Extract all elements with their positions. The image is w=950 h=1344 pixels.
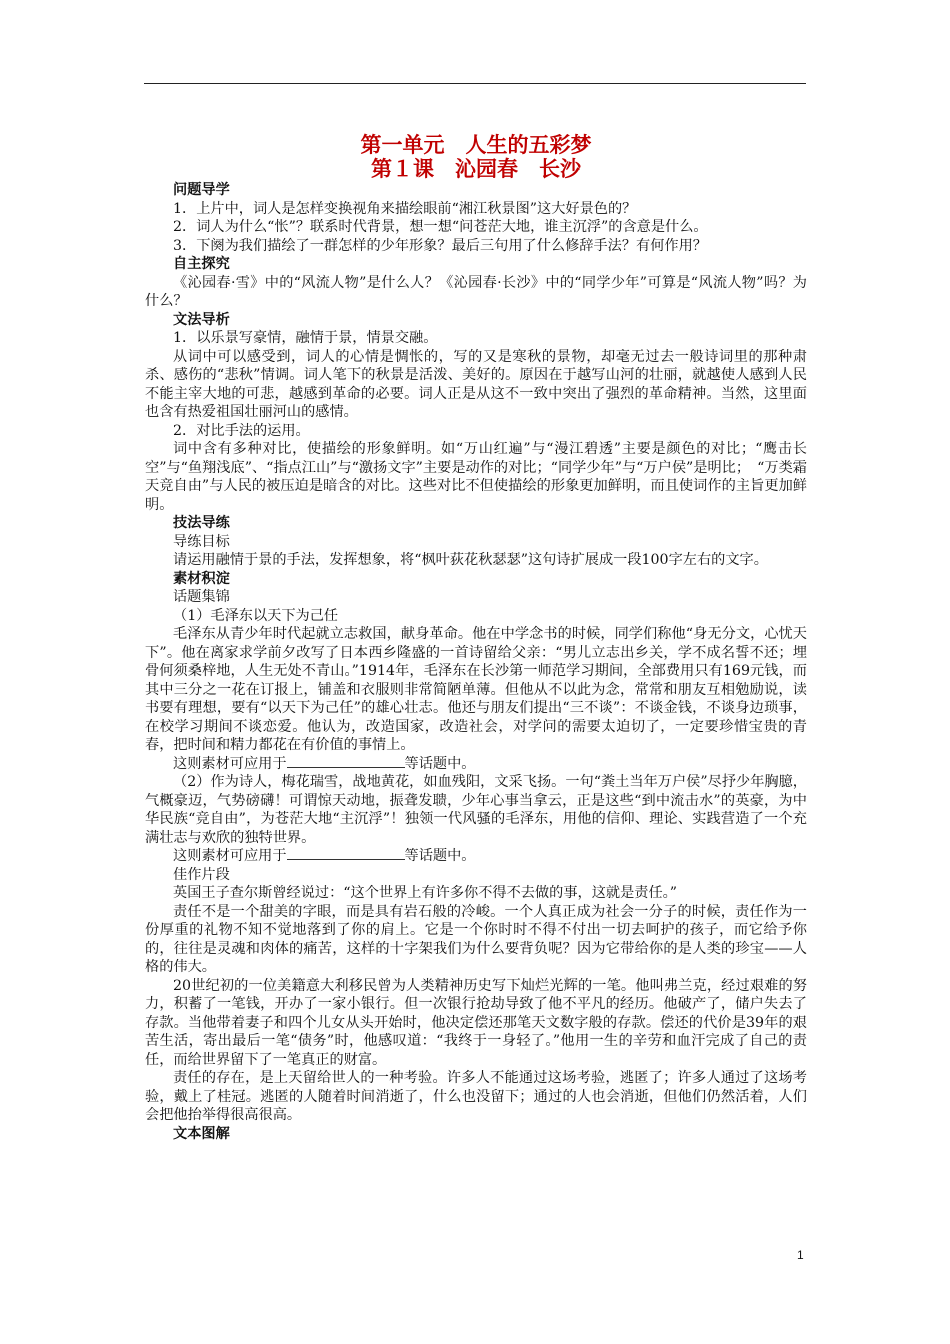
wenfa-point-2: 2．对比手法的运用。 xyxy=(173,422,310,439)
sucai-subheading-essay: 佳作片段 xyxy=(173,866,230,883)
wenfa-paragraph-1: 从词中可以感受到，词人的心情是惆怅的，写的又是寒秋的景物，却毫无过去一般诗词里的那种肃杀、感伤的“悲秋”情调。词人笔下的秋景是活泼、美好的。原因在于越写山河的壮丽，就越使人感到人民不能主宰大地的可悲，越感到革命的必要。词人正是从这不一致中突出了强烈的革命精神。当然，这里面也含有热爱祖国壮丽河山的感情。 xyxy=(145,348,807,420)
heading-wenben: 文本图解 xyxy=(173,1125,230,1142)
jifa-text: 请运用融情于景的手法，发挥想象，将“枫叶荻花秋瑟瑟”这句诗扩展成一段100字左右的文字。 xyxy=(173,552,768,568)
page-number: 1 xyxy=(797,1248,804,1262)
header-rule xyxy=(144,83,806,84)
sucai-apply-2 xyxy=(145,847,807,866)
apply-suffix: 等话题中。 xyxy=(404,755,476,772)
fill-blank-2[interactable] xyxy=(287,847,405,860)
jifa-subheading: 导练目标 xyxy=(173,533,230,550)
essay-paragraph-4: 责任的存在，是上天留给世人的一种考验。许多人不能通过这场考验，逃匿了；许多人通过了这场考验，戴上了桂冠。逃匿的人随着时间消逝了，什么也没留下；通过的人也会消逝，但他们仍然活着，人们会把他抬举得很高很高。 xyxy=(145,1070,807,1123)
lesson-title: 第１课 沁园春 长沙 xyxy=(371,156,581,181)
question-1: 1．上片中，词人是怎样变换视角来描绘眼前“湘江秋景图”这大好景色的？ xyxy=(173,200,637,217)
heading-sucai: 素材积淀 xyxy=(173,570,230,587)
heading-wenti: 问题导学 xyxy=(173,182,230,198)
heading-wenfa: 文法导析 xyxy=(173,311,230,328)
heading-zizhu: 自主探究 xyxy=(173,256,230,272)
sucai-item-1-text: 毛泽东从青少年时代起就立志救国，献身革命。他在中学念书的时候，同学们称他“身无分文，心忧天下”。他在离家求学前夕改写了日本西乡隆盛的一首诗留给父亲：“男儿立志出乡关，学不成名誓不还；埋骨何须桑梓地，人生无处不青山。”1914年，毛泽东在长沙第一师范学习期间，全部费用只有169元钱，而其中三分之一花在订报上，铺盖和衣服则非常简陋单薄。但他从不以此为念，常常和朋友互相勉励说，读书要有理想，要有“以天下为己任”的雄心壮志。他还与朋友们提出“三不谈”：不谈金钱，不谈身边琐事，在校学习期间不谈恋爱。他认为，改造国家，改造社会，对学问的需要太迫切了，一定要珍惜宝贵的青春，把时间和精力都花在有价值的事情上。 xyxy=(145,626,807,753)
heading-jifa: 技法导练 xyxy=(173,515,230,531)
question-3: 3．下阕为我们描绘了一群怎样的少年形象？最后三句用了什么修辞手法？有何作用？ xyxy=(173,237,707,254)
question-2: 2．词人为什么“怅”？联系时代背景，想一想“问苍茫大地，谁主沉浮”的含意是什么。 xyxy=(173,219,708,235)
essay-paragraph-2: 责任不是一个甜美的字眼，而是具有岩石般的冷峻。一个人真正成为社会一分子的时候，责任作为一份厚重的礼物不知不觉地落到了你的肩上。它是一个你时时不得不付出一切去呵护的孩子，而它给予你的，往往是灵魂和肉体的痛苦，这样的十字架我们为什么要背负呢？因为它带给你的是人类的珍宝——人格的伟大。 xyxy=(145,903,807,975)
sucai-item-1-title: （1）毛泽东以天下为己任 xyxy=(173,607,339,624)
apply-prefix: 这则素材可应用于 xyxy=(173,848,287,864)
document-body xyxy=(145,133,807,1143)
fill-blank-1[interactable] xyxy=(287,755,405,768)
zizhu-text: 《沁园春·雪》中的“风流人物”是什么人？《沁园春·长沙》中的“同学少年”可算是“风流人物”吗？为什么？ xyxy=(145,274,807,309)
apply-suffix: 等话题中。 xyxy=(404,848,476,864)
sucai-item-2-text: （2）作为诗人，梅花瑞雪，战地黄花，如血残阳，文采飞扬。一句“粪土当年万户侯”尽抒少年胸臆，气概豪迈，气势磅礴！可谓惊天动地，振聋发聩，少年心事当拿云，正是这些“到中流击水”的英豪，为中华民族“竞自由”，为苍茫大地“主沉浮”！独领一代风骚的毛泽东，用他的信仰、理论、实践营造了一个充满壮志与欢欣的独特世界。 xyxy=(145,774,807,846)
wenfa-point-1: 1．以乐景写豪情，融情于景，情景交融。 xyxy=(173,330,438,346)
essay-paragraph-1: 英国王子查尔斯曾经说过：“这个世界上有许多你不得不去做的事，这就是责任。” xyxy=(173,885,677,901)
essay-paragraph-3: 20世纪初的一位美籍意大利移民曾为人类精神历史写下灿烂光辉的一笔。他叫弗兰克，经过艰难的努力，积蓄了一笔钱，开办了一家小银行。但一次银行抢劫导致了他不平凡的经历。他破产了，储户失去了存款。当他带着妻子和四个儿女从头开始时，他决定偿还那笔天文数字般的存款。偿还的代价是39年的艰苦生活，寄出最后一笔“债务”时，他感叹道：“我终于一身轻了。”他用一生的辛劳和血汗完成了自己的责任，而给世界留下了一笔真正的财富。 xyxy=(145,977,807,1068)
sucai-subheading-topics: 话题集锦 xyxy=(173,589,230,605)
wenfa-paragraph-2: 词中含有多种对比，使描绘的形象鲜明。如“万山红遍”与“漫江碧透”主要是颜色的对比；“鹰击长空”与“鱼翔浅底”、“指点江山”与“激扬文字”主要是动作的对比；“同学少年”与“万户侯”是明比； “万类霜天竞自由”与人民的被压迫是暗含的对比。这些对比不但使描绘的形象更加鲜明，而且使词作的主旨更加鲜明。 xyxy=(145,441,807,513)
apply-prefix: 这则素材可应用于 xyxy=(173,755,287,772)
sucai-apply-1 xyxy=(145,755,807,774)
unit-title: 第一单元 人生的五彩梦 xyxy=(360,132,592,157)
